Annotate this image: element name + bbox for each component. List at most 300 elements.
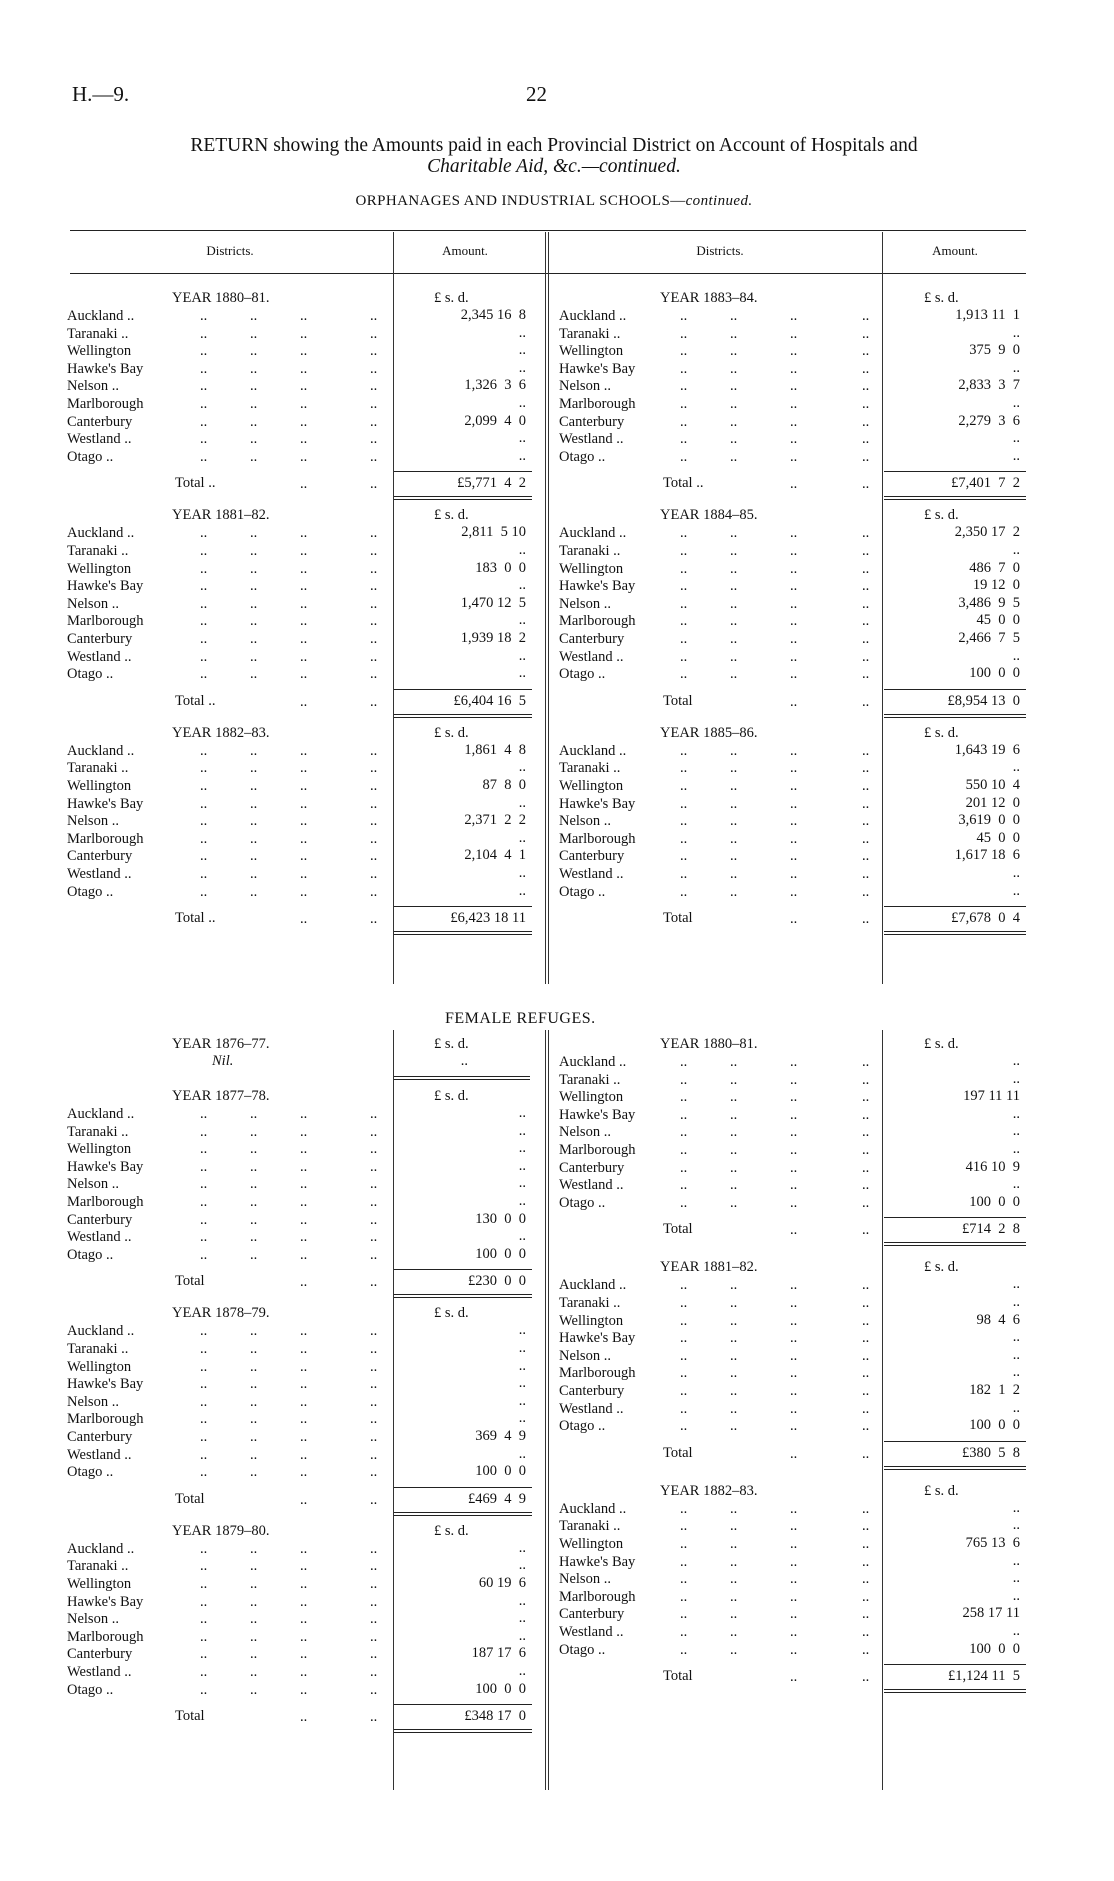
district-name: Marlborough xyxy=(67,1411,144,1428)
dot-leader: .. xyxy=(790,1295,798,1311)
total-rule-top xyxy=(884,1664,1026,1665)
amount-value: .. xyxy=(518,447,526,464)
dot-leader: .. xyxy=(300,693,308,710)
district-name: Wellington xyxy=(67,560,132,577)
dot-leader: .. xyxy=(680,525,688,542)
dot-leader: .. xyxy=(200,760,208,777)
dot-leader: .. xyxy=(200,883,208,900)
total-rule-bottom-double xyxy=(394,934,532,935)
column-header-amount: Amount. xyxy=(442,243,488,258)
dot-leader: .. xyxy=(300,1376,308,1393)
year-heading: YEAR 1883–84. xyxy=(660,290,758,306)
dot-leader: .. xyxy=(200,1106,208,1122)
dot-leader: .. xyxy=(862,396,870,412)
amount-value: 19 12 0 xyxy=(972,577,1020,594)
dot-leader: .. xyxy=(250,378,258,395)
total-label: Total .. xyxy=(175,910,216,927)
dot-leader: .. xyxy=(200,830,208,847)
dot-leader: .. xyxy=(300,308,308,324)
dot-leader: .. xyxy=(250,1540,258,1557)
amount-value: .. xyxy=(518,342,526,359)
dot-leader: .. xyxy=(370,1628,378,1645)
dot-leader: .. xyxy=(790,325,798,342)
dot-leader: .. xyxy=(862,1347,870,1364)
dot-leader: .. xyxy=(680,1089,688,1106)
dot-leader: .. xyxy=(790,613,798,630)
dot-leader: .. xyxy=(200,1158,208,1175)
district-name: Canterbury xyxy=(559,848,625,865)
lsd-header: £ s. d. xyxy=(434,724,469,741)
dot-leader: .. xyxy=(200,778,208,794)
dot-leader: .. xyxy=(730,1536,738,1552)
amount-value: 1,617 18 6 xyxy=(954,847,1020,864)
dot-leader: .. xyxy=(862,648,870,665)
amount-value: .. xyxy=(1012,882,1020,899)
document-reference: H.—9. xyxy=(72,82,130,106)
year-heading: YEAR 1882–83. xyxy=(172,724,270,741)
district-name: Taranaki .. xyxy=(559,543,621,559)
dot-leader: .. xyxy=(200,1558,208,1575)
dot-leader: .. xyxy=(250,308,258,324)
total-rule-bottom-double xyxy=(394,1079,530,1080)
amount-value: 765 13 6 xyxy=(965,1535,1020,1551)
total-rule-top xyxy=(884,471,1026,472)
dot-leader: .. xyxy=(370,360,378,377)
amount-value: .. xyxy=(518,1193,526,1209)
dot-leader: .. xyxy=(790,666,798,683)
total-rule-bottom-double xyxy=(394,717,532,718)
dot-leader: .. xyxy=(862,1588,870,1605)
district-name: Marlborough xyxy=(67,1194,144,1210)
dot-leader: .. xyxy=(300,343,308,360)
dot-leader: .. xyxy=(200,1611,208,1628)
dot-leader: .. xyxy=(370,1358,378,1375)
dot-leader: .. xyxy=(680,431,688,448)
dot-leader: .. xyxy=(680,325,688,342)
dot-leader: .. xyxy=(200,742,208,759)
district-name: Wellington xyxy=(67,1358,132,1375)
district-name: Marlborough xyxy=(67,396,144,412)
dot-leader: .. xyxy=(370,1123,378,1140)
divider-left-amount xyxy=(393,1030,394,1790)
total-value: £714 2 8 xyxy=(962,1221,1020,1238)
dot-leader: .. xyxy=(300,778,308,794)
amount-value: .. xyxy=(518,542,526,558)
amount-value: 416 10 9 xyxy=(965,1158,1020,1175)
dot-leader: .. xyxy=(370,1464,378,1481)
dot-leader: .. xyxy=(790,883,798,900)
dot-leader: .. xyxy=(370,1558,378,1575)
dot-leader: .. xyxy=(370,1681,378,1698)
lsd-header: £ s. d. xyxy=(924,290,959,306)
district-name: Auckland .. xyxy=(559,742,627,759)
dot-leader: .. xyxy=(250,325,258,342)
amount-value: 1,939 18 2 xyxy=(460,630,526,646)
dot-leader: .. xyxy=(300,1681,308,1698)
dot-leader: .. xyxy=(862,613,870,630)
dot-leader: .. xyxy=(730,1553,738,1570)
dot-leader: .. xyxy=(300,1211,308,1228)
dot-leader: .. xyxy=(250,413,258,430)
total-rule-bottom xyxy=(884,1242,1026,1243)
dot-leader: .. xyxy=(790,1194,798,1211)
nil-note: Nil. xyxy=(212,1053,234,1069)
dot-leader: .. xyxy=(370,448,378,465)
lsd-header: £ s. d. xyxy=(924,1482,959,1499)
dot-leader: .. xyxy=(790,760,798,777)
dot-leader: .. xyxy=(730,1194,738,1211)
total-value: £5,771 4 2 xyxy=(457,475,526,492)
district-name: Westland .. xyxy=(559,1400,624,1417)
dot-leader: .. xyxy=(250,742,258,759)
dot-leader: .. xyxy=(862,543,870,559)
dot-leader: .. xyxy=(680,1641,688,1658)
district-name: Marlborough xyxy=(67,830,144,847)
amount-value: .. xyxy=(518,1375,526,1392)
amount-value: .. xyxy=(518,882,526,899)
total-rule-top xyxy=(394,1704,532,1705)
total-value: £469 4 9 xyxy=(468,1490,526,1507)
dot-leader: .. xyxy=(200,1446,208,1463)
district-name: Hawke's Bay xyxy=(67,1158,144,1175)
dot-leader: .. xyxy=(250,343,258,360)
dot-leader: .. xyxy=(250,1376,258,1393)
dot-leader: .. xyxy=(862,1295,870,1311)
amount-value: .. xyxy=(518,1410,526,1427)
dot-leader: .. xyxy=(680,1571,688,1588)
amount-value: 1,470 12 5 xyxy=(460,594,526,611)
amount-value: 98 4 6 xyxy=(976,1311,1020,1328)
dot-leader: .. xyxy=(730,631,738,647)
dot-leader: .. xyxy=(370,1411,378,1428)
dot-leader: .. xyxy=(862,308,870,324)
district-name: Westland .. xyxy=(559,866,624,882)
total-rule-bottom-double xyxy=(394,1515,532,1516)
dot-leader: .. xyxy=(300,1176,308,1193)
dot-leader: .. xyxy=(680,666,688,683)
dot-leader: .. xyxy=(680,1500,688,1517)
district-name: Hawke's Bay xyxy=(559,1553,636,1570)
district-name: Otago .. xyxy=(67,666,114,683)
dot-leader: .. xyxy=(300,1141,308,1158)
dot-leader: .. xyxy=(680,1383,688,1399)
amount-value: .. xyxy=(518,1445,526,1462)
dot-leader: .. xyxy=(370,413,378,430)
total-value: £6,423 18 11 xyxy=(450,910,526,927)
dot-leader: .. xyxy=(862,1124,870,1141)
dot-leader: .. xyxy=(790,360,798,377)
dot-leader: .. xyxy=(680,631,688,647)
dot-leader: .. xyxy=(730,883,738,900)
dot-leader: .. xyxy=(200,1211,208,1228)
year-heading: YEAR 1882–83. xyxy=(660,1482,758,1499)
dot-leader: .. xyxy=(200,1628,208,1645)
amount-value: 45 0 0 xyxy=(976,829,1020,846)
district-name: Nelson .. xyxy=(559,813,611,830)
dot-leader: .. xyxy=(370,343,378,360)
district-name: Marlborough xyxy=(559,613,636,630)
dot-leader: .. xyxy=(680,560,688,577)
district-name: Otago .. xyxy=(559,448,606,465)
dot-leader: .. xyxy=(200,378,208,395)
dot-leader: .. xyxy=(300,1393,308,1410)
dot-leader: .. xyxy=(250,1611,258,1628)
dot-leader: .. xyxy=(790,778,798,794)
lsd-header: £ s. d. xyxy=(434,1305,469,1322)
district-name: Wellington xyxy=(559,1536,624,1552)
total-rule-bottom-double xyxy=(394,1732,532,1733)
total-label: Total xyxy=(663,1444,693,1461)
dot-leader: .. xyxy=(730,560,738,577)
dot-leader: .. xyxy=(680,1124,688,1141)
dot-leader: .. xyxy=(370,883,378,900)
total-rule-bottom-double xyxy=(394,1297,532,1298)
dot-leader: .. xyxy=(250,1141,258,1158)
lsd-header: £ s. d. xyxy=(434,1088,469,1104)
dot-leader: .. xyxy=(730,1606,738,1623)
dot-leader: .. xyxy=(200,1593,208,1610)
dot-leader: .. xyxy=(862,378,870,395)
dot-leader: .. xyxy=(730,1400,738,1417)
district-name: Taranaki .. xyxy=(559,325,621,342)
dot-leader: .. xyxy=(370,795,378,812)
year-heading: YEAR 1878–79. xyxy=(172,1305,270,1322)
year-heading: YEAR 1881–82. xyxy=(172,507,270,524)
amount-value: .. xyxy=(518,324,526,341)
dot-leader: .. xyxy=(680,795,688,812)
dot-leader: .. xyxy=(250,1106,258,1122)
total-label: Total xyxy=(663,1221,693,1238)
dot-leader: .. xyxy=(862,525,870,542)
dot-leader: .. xyxy=(250,631,258,647)
dot-leader: .. xyxy=(790,1277,798,1294)
district-name: Wellington xyxy=(559,560,624,577)
dot-leader: .. xyxy=(250,525,258,542)
dot-leader: .. xyxy=(680,648,688,665)
dot-leader: .. xyxy=(730,448,738,465)
district-name: Westland .. xyxy=(67,431,132,448)
dot-leader: .. xyxy=(862,1054,870,1070)
dot-leader: .. xyxy=(300,1593,308,1610)
amount-value: .. xyxy=(1012,1176,1020,1193)
total-value: £8,954 13 0 xyxy=(947,692,1020,709)
amount-value: .. xyxy=(518,612,526,629)
dot-leader: .. xyxy=(790,795,798,812)
dot-leader: .. xyxy=(680,778,688,794)
dot-leader: .. xyxy=(730,1418,738,1435)
district-name: Auckland .. xyxy=(67,525,135,542)
district-name: Westland .. xyxy=(67,1664,132,1680)
dot-leader: .. xyxy=(200,1393,208,1410)
dot-leader: .. xyxy=(300,1274,308,1291)
amount-value: .. xyxy=(518,359,526,376)
amount-value: .. xyxy=(1012,447,1020,464)
dot-leader: .. xyxy=(250,360,258,377)
dot-leader: .. xyxy=(250,1323,258,1340)
dot-leader: .. xyxy=(790,1071,798,1088)
amount-value: .. xyxy=(1012,1517,1020,1534)
dot-leader: .. xyxy=(250,1429,258,1445)
amount-value: 45 0 0 xyxy=(976,612,1020,629)
dot-leader: .. xyxy=(250,1464,258,1481)
dot-leader: .. xyxy=(370,578,378,595)
district-name: Hawke's Bay xyxy=(67,1593,144,1610)
title-line-2: Charitable Aid, &c.—continued. xyxy=(427,156,681,177)
dot-leader: .. xyxy=(200,396,208,412)
dot-leader: .. xyxy=(790,396,798,412)
district-name: Nelson .. xyxy=(559,378,611,395)
dot-leader: .. xyxy=(862,1571,870,1588)
dot-leader: .. xyxy=(300,413,308,430)
dot-leader: .. xyxy=(680,1347,688,1364)
amount-value: .. xyxy=(1012,1346,1020,1363)
total-rule-top xyxy=(394,689,532,690)
amount-value: .. xyxy=(1012,1329,1020,1346)
dot-leader: .. xyxy=(680,1295,688,1311)
dot-leader: .. xyxy=(680,1142,688,1158)
dot-leader: .. xyxy=(680,1536,688,1552)
district-name: Westland .. xyxy=(67,1446,132,1463)
amount-value: .. xyxy=(518,1340,526,1356)
total-rule-top xyxy=(394,1487,532,1488)
dot-leader: .. xyxy=(790,1106,798,1123)
dot-leader: .. xyxy=(862,1071,870,1088)
amount-value: 2,811 5 10 xyxy=(461,524,526,541)
amount-value: .. xyxy=(518,829,526,846)
dot-leader: .. xyxy=(200,1664,208,1680)
dot-leader: .. xyxy=(250,1446,258,1463)
dot-leader: .. xyxy=(680,343,688,360)
year-heading: YEAR 1877–78. xyxy=(172,1088,270,1104)
district-name: Canterbury xyxy=(559,1159,625,1176)
amount-value: 2,466 7 5 xyxy=(958,630,1020,646)
dot-leader: .. xyxy=(680,1312,688,1329)
amount-value: .. xyxy=(1012,1623,1020,1639)
lsd-header: £ s. d. xyxy=(924,724,959,741)
amount-value: .. xyxy=(1012,1499,1020,1516)
dot-leader: .. xyxy=(250,648,258,665)
dot-leader: .. xyxy=(370,396,378,412)
amount-value: 1,326 3 6 xyxy=(464,377,526,394)
dot-leader: .. xyxy=(862,1089,870,1106)
dot-leader: .. xyxy=(862,1641,870,1658)
amount-value: .. xyxy=(518,647,526,664)
district-name: Wellington xyxy=(559,1089,624,1106)
divider-middle xyxy=(545,1030,546,1790)
district-name: Canterbury xyxy=(67,413,133,430)
total-rule-bottom xyxy=(884,714,1026,715)
dot-leader: .. xyxy=(250,795,258,812)
district-name: Nelson .. xyxy=(67,813,119,830)
dot-leader: .. xyxy=(862,631,870,647)
dot-leader: .. xyxy=(250,595,258,612)
amount-value: 369 4 9 xyxy=(475,1428,526,1444)
dot-leader: .. xyxy=(250,866,258,882)
district-name: Auckland .. xyxy=(559,1054,627,1070)
total-rule-bottom-double xyxy=(884,499,1026,500)
dot-leader: .. xyxy=(250,578,258,595)
amount-value: .. xyxy=(518,665,526,682)
dot-leader: .. xyxy=(730,813,738,830)
dot-leader: .. xyxy=(370,1376,378,1393)
column-header-districts: Districts. xyxy=(206,243,254,258)
district-name: Nelson .. xyxy=(67,378,119,395)
dot-leader: .. xyxy=(862,911,870,928)
total-rule-bottom xyxy=(394,1294,532,1295)
amount-value: .. xyxy=(518,1157,526,1174)
dot-leader: .. xyxy=(680,883,688,900)
district-name: Marlborough xyxy=(559,1365,636,1382)
dot-leader: .. xyxy=(730,396,738,412)
amount-value: .. xyxy=(1012,1105,1020,1122)
dot-leader: .. xyxy=(370,1709,378,1726)
dot-leader: .. xyxy=(300,325,308,342)
dot-leader: .. xyxy=(200,866,208,882)
amount-value: .. xyxy=(1012,1587,1020,1604)
total-rule-top xyxy=(884,689,1026,690)
dot-leader: .. xyxy=(862,742,870,759)
dot-leader: .. xyxy=(862,325,870,342)
amount-value: .. xyxy=(518,430,526,447)
dot-leader: .. xyxy=(862,343,870,360)
dot-leader: .. xyxy=(300,883,308,900)
dot-leader: .. xyxy=(730,760,738,777)
dot-leader: .. xyxy=(370,1341,378,1357)
dot-leader: .. xyxy=(300,543,308,559)
district-name: Hawke's Bay xyxy=(559,360,636,377)
dot-leader: .. xyxy=(370,1229,378,1246)
district-name: Auckland .. xyxy=(559,308,627,324)
total-label: Total .. xyxy=(175,475,216,492)
district-name: Wellington xyxy=(559,343,624,360)
amount-value: .. xyxy=(518,1140,526,1157)
dot-leader: .. xyxy=(370,631,378,647)
dot-leader: .. xyxy=(370,1246,378,1263)
dot-leader: .. xyxy=(250,543,258,559)
dot-leader: .. xyxy=(862,1669,870,1686)
dot-leader: .. xyxy=(680,448,688,465)
total-rule-bottom-double xyxy=(884,1469,1026,1470)
section-heading xyxy=(70,193,1038,210)
total-rule-bottom xyxy=(884,1466,1026,1467)
dot-leader: .. xyxy=(790,525,798,542)
district-name: Westland .. xyxy=(67,648,132,665)
total-rule-bottom xyxy=(394,931,532,932)
amount-value: .. xyxy=(1012,1276,1020,1293)
dot-leader: .. xyxy=(250,396,258,412)
dot-leader: .. xyxy=(300,1464,308,1481)
dot-leader: .. xyxy=(862,1500,870,1517)
amount-value: 486 7 0 xyxy=(969,559,1020,576)
dot-leader: .. xyxy=(370,778,378,794)
dot-leader: .. xyxy=(790,543,798,559)
dot-leader: .. xyxy=(730,1641,738,1658)
amount-value: 100 0 0 xyxy=(969,665,1020,682)
dot-leader: .. xyxy=(300,1709,308,1726)
dot-leader: .. xyxy=(300,595,308,612)
divider-right-amount xyxy=(882,232,883,984)
lsd-header: £ s. d. xyxy=(434,1522,469,1539)
dot-leader: .. xyxy=(250,560,258,577)
table-top-rule xyxy=(70,230,1026,231)
total-label: Total xyxy=(663,910,693,927)
dot-leader: .. xyxy=(730,866,738,882)
dot-leader: .. xyxy=(200,1358,208,1375)
dot-leader: .. xyxy=(862,1418,870,1435)
total-value: £348 17 0 xyxy=(464,1708,526,1725)
dot-leader: .. xyxy=(370,693,378,710)
dot-leader: .. xyxy=(730,543,738,559)
